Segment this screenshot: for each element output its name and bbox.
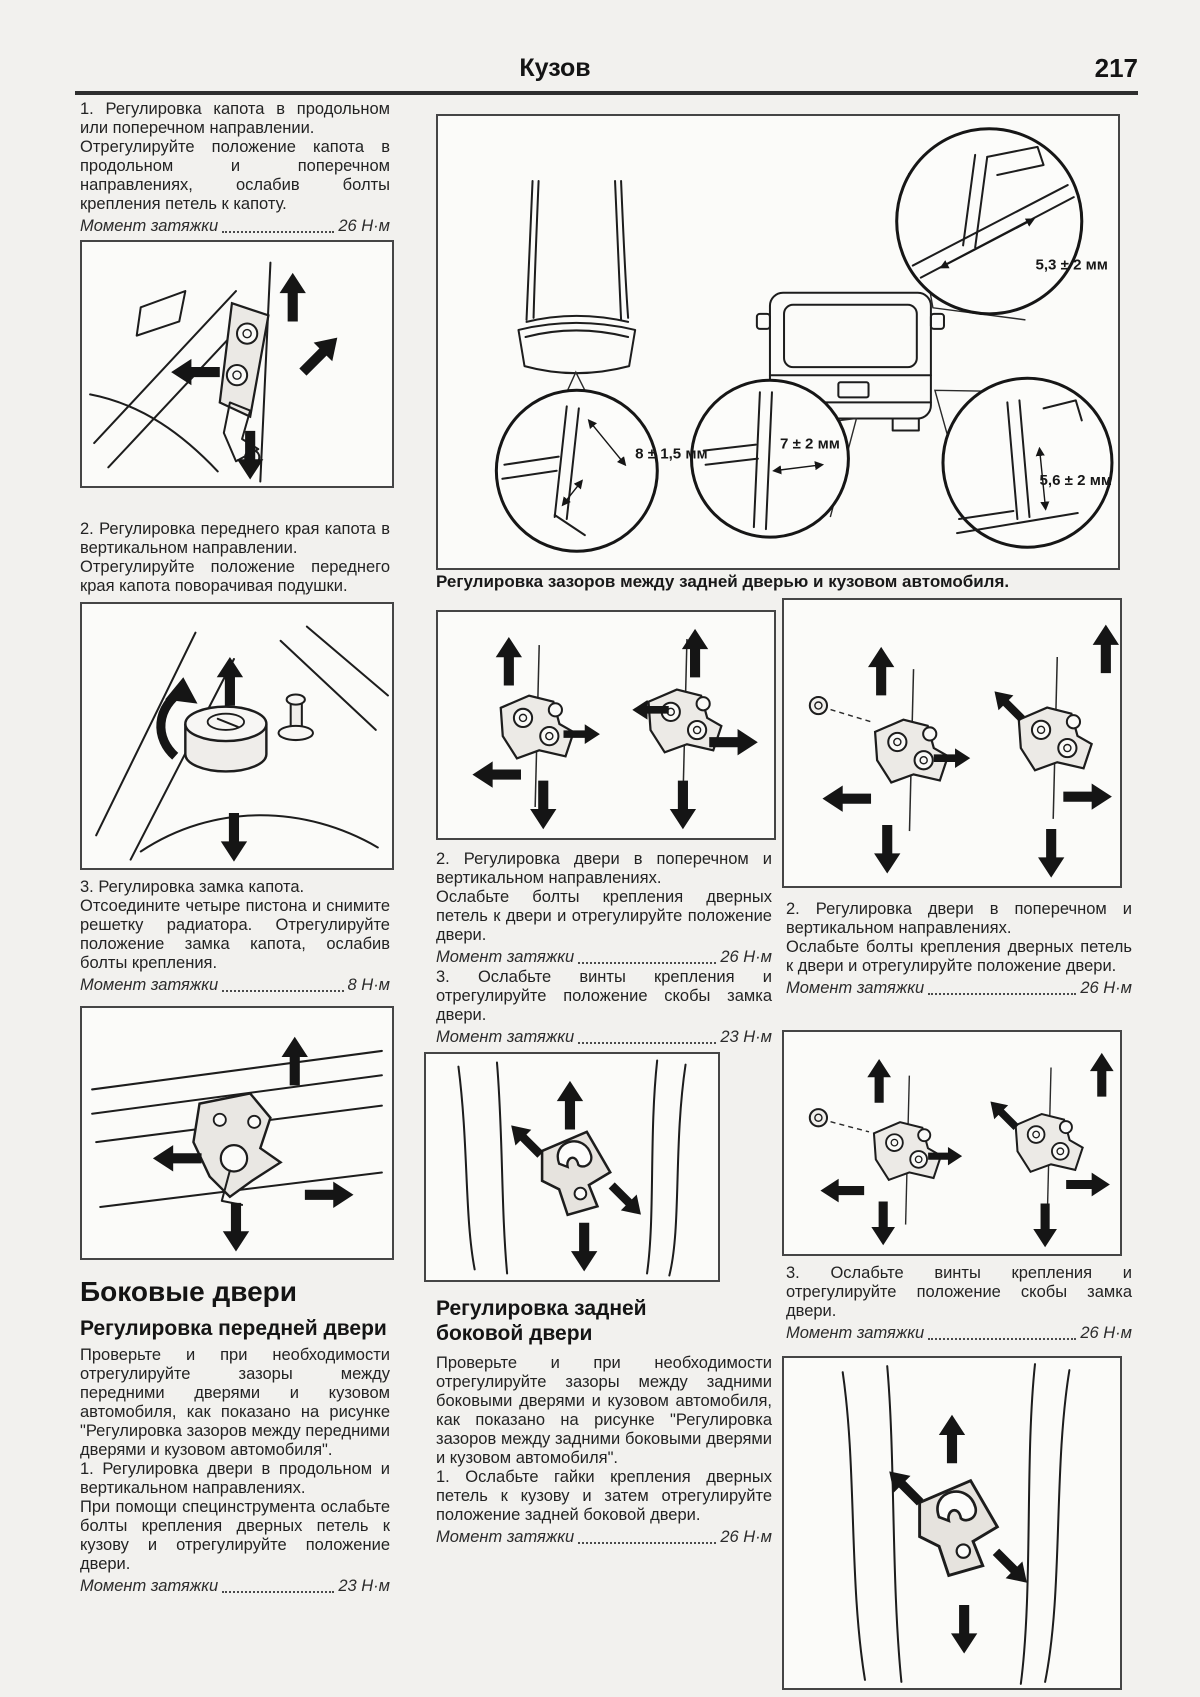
dotted-leader xyxy=(222,1591,334,1593)
step-title: 2. Регулировка двери в поперечном и вертикальном направлениях. xyxy=(786,900,1132,937)
torque-label: Момент затяжки xyxy=(436,1028,575,1046)
arrow-down-icon xyxy=(221,813,247,862)
arrow-down-icon xyxy=(223,1203,249,1252)
section-side-door-steps xyxy=(786,900,1132,999)
arrow-upright-icon xyxy=(294,328,347,381)
step-body: Отрегулируйте положение переднего края капота поворачивая подушки. xyxy=(80,558,390,595)
torque-spec xyxy=(436,1527,772,1548)
torque-value: 23 Н·м xyxy=(720,1028,772,1046)
arrow-down-icon xyxy=(871,1201,895,1245)
gap-figure-caption: Регулировка зазоров между задней дверью и кузовом автомобиля. xyxy=(436,572,1010,591)
door-hinge-icon xyxy=(1016,1068,1083,1217)
step-body: При помощи специнструмента ослабьте болты крепления дверных петель к кузову и отрегулируйте положение двери. xyxy=(80,1498,390,1573)
step-text: 3. Ослабьте винты крепления и отрегулируйте положение скобы замка двери. xyxy=(436,968,772,1024)
hood-lock-figure xyxy=(82,1008,392,1258)
arrow-up-icon xyxy=(1093,625,1119,674)
torque-label: Момент затяжки xyxy=(80,217,219,235)
torque-spec xyxy=(80,1576,390,1597)
arrow-up-icon xyxy=(280,273,306,322)
torque-label: Момент затяжки xyxy=(80,1577,219,1595)
gap-measure-bottom-right: 5,6 ± 2 мм xyxy=(1039,471,1113,489)
bolt-icon xyxy=(810,1109,827,1126)
striker-icon xyxy=(920,1481,998,1576)
gap-measure-top-right: 5,3 ± 2 мм xyxy=(1035,256,1108,274)
section-rear-door-steps xyxy=(436,850,772,1048)
arrow-up-icon xyxy=(496,637,522,686)
step-title: 1. Регулировка капота в продольном или поперечном направлении. xyxy=(80,100,390,137)
arrow-down-icon xyxy=(670,781,696,830)
torque-value: 26 Н·м xyxy=(1080,1324,1132,1342)
arrow-down-icon xyxy=(951,1605,977,1654)
door-hinges-bolt-figure xyxy=(784,600,1120,886)
door-hinges-bolt-figure xyxy=(784,1032,1120,1254)
gap-measure-bottom-left: 8 ± 1,5 мм xyxy=(635,445,708,463)
figure-rear-door-hinges xyxy=(436,610,776,840)
figure-door-striker-mid xyxy=(424,1052,720,1282)
torque-spec xyxy=(786,978,1132,999)
arrow-down-icon xyxy=(571,1223,597,1272)
torque-value: 23 Н·м xyxy=(338,1577,390,1595)
section-rear-side-door xyxy=(436,1354,772,1548)
intro-text: Проверьте и при необходимости отрегулируйте зазоры между задними боковыми дверями и кузовом автомобиля, как показано на рисунке "Регулировка зазоров между задними боковыми дверями и кузовом автомобиля". xyxy=(436,1354,772,1467)
door-striker-figure xyxy=(426,1054,718,1280)
arrow-up-icon xyxy=(217,657,243,706)
arrow-left-icon xyxy=(822,786,871,812)
arrow-right-icon xyxy=(305,1182,354,1208)
dotted-leader xyxy=(578,1042,716,1044)
torque-spec xyxy=(436,1027,772,1048)
arrow-left-icon xyxy=(171,359,220,385)
door-striker-figure xyxy=(784,1358,1120,1688)
page-number: 217 xyxy=(1094,53,1138,83)
step-body: Ослабьте болты крепления дверных петель к двери и отрегулируйте положение двери. xyxy=(786,938,1132,975)
section-hood-lock xyxy=(80,878,390,996)
dotted-leader xyxy=(928,993,1076,995)
arrow-left-icon xyxy=(472,761,521,787)
page-title: Кузов xyxy=(519,54,591,82)
figure-hood-cushion xyxy=(80,602,394,870)
figure-gap-overview xyxy=(436,114,1120,570)
dotted-leader xyxy=(928,1338,1076,1340)
torque-value: 26 Н·м xyxy=(338,217,390,235)
torque-label: Момент затяжки xyxy=(436,1528,575,1546)
section-side-door-striker xyxy=(786,1264,1132,1344)
step-body: Отсоедините четыре пистона и снимите решетку радиатора. Отрегулируйте положение замка капота, ослабив болты крепления. xyxy=(80,897,390,972)
arrow-up-icon xyxy=(1090,1053,1114,1097)
arrow-up-icon xyxy=(557,1081,583,1130)
torque-label: Момент затяжки xyxy=(436,948,575,966)
door-hinges-figure xyxy=(438,612,774,838)
torque-label: Момент затяжки xyxy=(786,1324,925,1342)
callout-circle-bottom-left xyxy=(496,390,657,551)
arrow-down-icon xyxy=(530,781,556,830)
step-text: 3. Ослабьте винты крепления и отрегулируйте положение скобы замка двери. xyxy=(786,1264,1132,1320)
arrow-up-icon xyxy=(867,1059,891,1103)
figure-hood-hinge xyxy=(80,240,394,488)
arrow-left-icon xyxy=(820,1179,864,1203)
torque-value: 26 Н·м xyxy=(1080,979,1132,997)
arrow-down-icon xyxy=(1033,1204,1057,1248)
step-body: Ослабьте болты крепления дверных петель к двери и отрегулируйте положение двери. xyxy=(436,888,772,944)
step-body: Отрегулируйте положение капота в продольном и поперечном направлениях, ослабив болты крепления петель к капоту. xyxy=(80,138,390,213)
arrow-down-icon xyxy=(874,825,900,874)
dotted-leader xyxy=(578,962,716,964)
torque-spec xyxy=(436,947,772,968)
dotted-leader xyxy=(578,1542,716,1544)
torque-spec xyxy=(80,216,390,237)
figure-side-door-hinges-2 xyxy=(782,1030,1122,1256)
header-divider xyxy=(75,91,1138,95)
arrow-down-icon xyxy=(1038,829,1064,878)
striker-icon xyxy=(542,1132,610,1215)
torque-value: 26 Н·м xyxy=(720,1528,772,1546)
section-hood-front-edge xyxy=(80,520,390,596)
torque-value: 26 Н·м xyxy=(720,948,772,966)
arrow-right-icon xyxy=(1063,783,1112,809)
arrow-right-icon xyxy=(1066,1173,1110,1197)
torque-label: Момент затяжки xyxy=(80,976,219,994)
figure-hood-lock xyxy=(80,1006,394,1260)
intro-text: Проверьте и при необходимости отрегулируйте зазоры между передними дверями и кузовом автомобиля, как показано на рисунке "Регулировка зазоров между передними дверями и кузовом автомобиля". xyxy=(80,1346,390,1459)
section-hood-longitudinal xyxy=(80,100,390,237)
section-front-door xyxy=(80,1346,390,1597)
side-doors-heading: Боковые двери xyxy=(80,1276,297,1307)
dotted-leader xyxy=(222,231,334,233)
arrow-downright-icon xyxy=(604,1177,649,1222)
dotted-leader xyxy=(222,990,343,992)
figure-side-door-hinges-1 xyxy=(782,598,1122,888)
gap-overview-figure xyxy=(438,116,1118,568)
hood-cushion-figure xyxy=(82,604,392,868)
torque-spec xyxy=(786,1323,1132,1344)
torque-value: 8 Н·м xyxy=(347,976,390,994)
door-hinge-icon xyxy=(649,639,722,801)
torque-label: Момент затяжки xyxy=(786,979,925,997)
arrow-up-icon xyxy=(868,647,894,696)
torque-spec xyxy=(80,975,390,996)
figure-door-striker-right xyxy=(782,1356,1122,1690)
hood-hinge-figure xyxy=(82,242,392,486)
bolt-icon xyxy=(810,697,827,714)
step-text: 1. Ослабьте гайки крепления дверных петель к кузову и затем отрегулируйте положение задней боковой двери. xyxy=(436,1468,772,1524)
car-top-view xyxy=(518,181,635,373)
arrow-up-icon xyxy=(939,1415,965,1464)
front-door-heading: Регулировка передней двери xyxy=(80,1317,387,1340)
arrow-left-icon xyxy=(153,1145,202,1171)
step-title: 3. Регулировка замка капота. xyxy=(80,878,305,896)
rear-side-door-heading: Регулировка задней боковой двери xyxy=(436,1297,647,1345)
step-title: 2. Регулировка двери в поперечном и вертикальном направлениях. xyxy=(436,850,772,887)
step-title: 2. Регулировка переднего края капота в вертикальном направлении. xyxy=(80,520,390,557)
step-title: 1. Регулировка двери в продольном и вертикальном направлениях. xyxy=(80,1460,390,1497)
gap-measure-bottom-mid: 7 ± 2 мм xyxy=(780,435,840,453)
